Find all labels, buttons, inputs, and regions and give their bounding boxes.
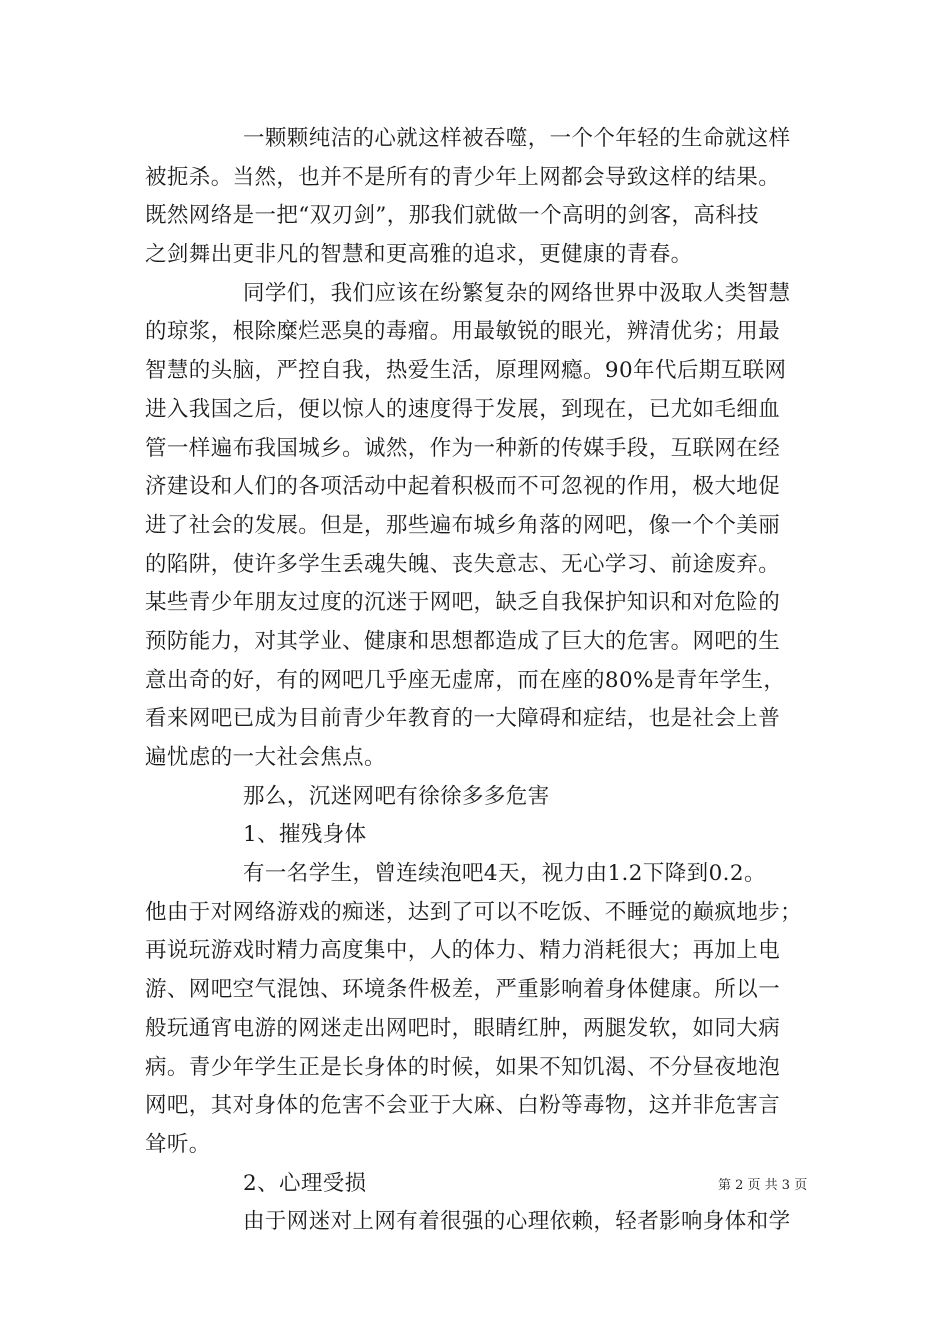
section-heading-1: 1、摧残身体 [243,822,367,848]
paragraph-2-line-2: 的琼浆，根除糜烂恶臭的毒瘤。用最敏锐的眼光，辨清优劣；用最 [145,319,781,345]
paragraph-4-line-7: 网吧，其对身体的危害不会亚于大麻、白粉等毒物，这并非危害言 [145,1093,781,1119]
paragraph-2-line-12: 看来网吧已成为目前青少年教育的一大障碍和症结，也是社会上普 [145,706,781,732]
paragraph-3: 那么，沉迷网吧有徐徐多多危害 [243,783,550,809]
paragraph-1-line-1: 一颗颗纯洁的心就这样被吞噬，一个个年轻的生命就这样 [243,126,791,151]
paragraph-2-line-11: 意出奇的好，有的网吧几乎座无虚席，而在座的80%是青年学生， [145,667,786,693]
paragraph-2-line-6: 济建设和人们的各项活动中起着积极而不可忽视的作用，极大地促 [145,474,781,500]
paragraph-1-line-2: 被扼杀。当然，也并不是所有的青少年上网都会导致这样的结果。 [145,164,781,190]
paragraph-4-line-8: 耸听。 [145,1131,211,1157]
paragraph-1-line-3: 既然网络是一把“双刃剑”，那我们就做一个高明的剑客，高科技 [145,203,760,229]
paragraph-2-line-5: 管一样遍布我国城乡。诚然，作为一种新的传媒手段，互联网在经 [145,435,781,461]
paragraph-4-line-3: 再说玩游戏时精力高度集中，人的体力、精力消耗很大；再加上电 [145,938,781,964]
paragraph-2-line-4: 进入我国之后，便以惊人的速度得于发展，到现在，已尤如毛细血 [145,396,781,422]
paragraph-2-line-1: 同学们，我们应该在纷繁复杂的网络世界中汲取人类智慧 [243,280,791,306]
paragraph-2-line-7: 进了社会的发展。但是，那些遍布城乡角落的网吧，像一个个美丽 [145,512,781,538]
paragraph-4-line-4: 游、网吧空气混蚀、环境条件极差，严重影响着身体健康。所以一 [145,977,781,1003]
section-heading-2: 2、心理受损 [243,1170,367,1196]
paragraph-2-line-8: 的陷阱，使许多学生丢魂失魄、丧失意志、无心学习、前途废弃。 [145,551,781,577]
paragraph-2-line-10: 预防能力，对其学业、健康和思想都造成了巨大的危害。网吧的生 [145,628,781,654]
page-indicator: 第 2 页 共 3 页 [718,1178,808,1193]
paragraph-2-line-13: 遍忧虑的一大社会焦点。 [145,745,386,770]
document-body [145,120,810,1242]
paragraph-4-line-5: 般玩通宵电游的网迷走出网吧时，眼睛红肿，两腿发软，如同大病 [145,1015,781,1041]
paragraph-4-line-6: 病。青少年学生正是长身体的时候，如果不知饥渴、不分昼夜地泡 [145,1054,781,1080]
paragraph-4-line-2: 他由于对网络游戏的痴迷，达到了可以不吃饭、不睡觉的巅疯地步； [145,899,803,925]
paragraph-5-line-1: 由于网迷对上网有着很强的心理依赖，轻者影响身体和学 [243,1209,791,1235]
paragraph-4-line-1: 有一名学生，曾连续泡吧4天，视力由1.2下降到0.2。 [243,861,766,887]
paragraph-2-line-9: 某些青少年朋友过度的沉迷于网吧，缺乏自我保护知识和对危险的 [145,590,781,616]
paragraph-1-line-4: 之剑舞出更非凡的智慧和更高雅的追求，更健康的青春。 [145,242,693,268]
paragraph-2-line-3: 智慧的头脑，严控自我，热爱生活，原理网瘾。90年代后期互联网 [145,358,787,384]
